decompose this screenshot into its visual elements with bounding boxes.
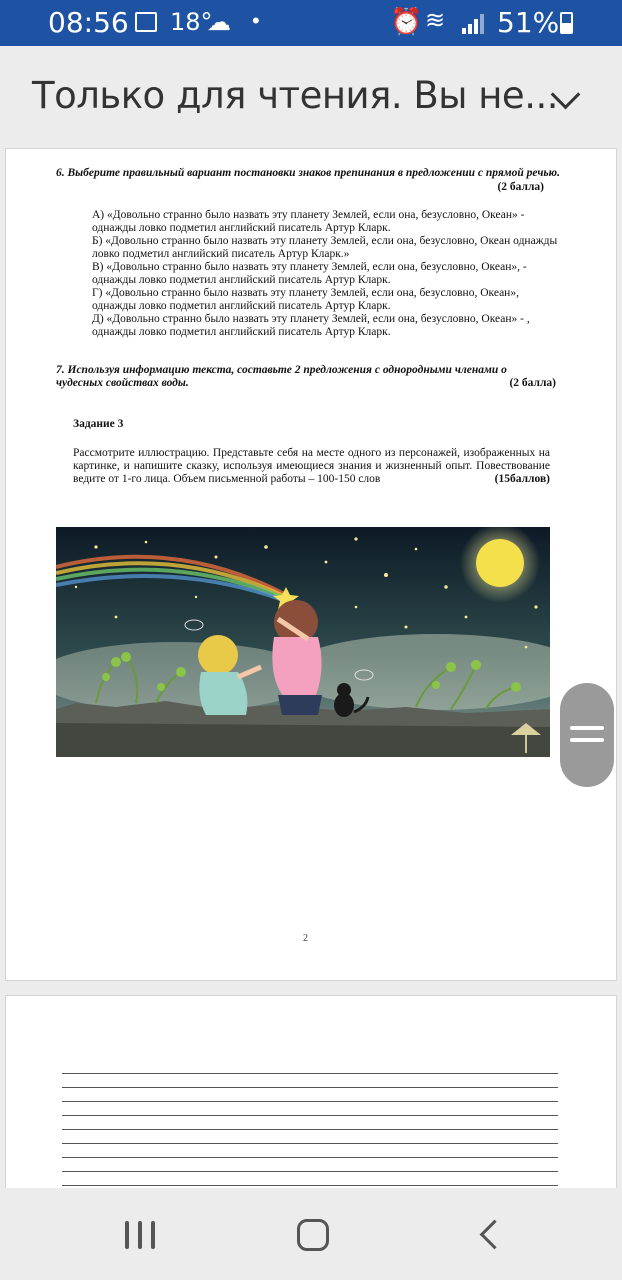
answer-line xyxy=(62,1088,558,1102)
question-6 xyxy=(56,167,562,193)
task-3-text xyxy=(73,447,550,486)
page-title[interactable]: Только для чтения. Вы не... xyxy=(32,74,558,117)
alarm-icon: ⏰ xyxy=(390,6,423,36)
option-b: Б) «Довольно странно было назвать эту планету Землей, если она, безусловно, Океан однажды ловко подметил английский писатель Артур Кларк.» xyxy=(92,235,558,260)
option-d: Г) «Довольно странно было назвать эту планету Землей, если она, безусловно, Океан», однажды ловко подметил английский писатель Артур Кларк. xyxy=(92,287,519,312)
clock: 08:56 xyxy=(48,6,129,39)
question-7 xyxy=(56,364,556,390)
task-3-description: Рассмотрите иллюстрацию. Представьте себя на месте одного из персонажей, изображенных на картинке, и напишите сказку, используя имеющиеся знания и жизненный опыт. Повествование ведите от 1-го лица. Объем письменной работы – 100-150 слов xyxy=(73,447,550,485)
option-a: А) «Довольно странно было назвать эту планету Землей, если она, безусловно, Океан» - однажды ловко подметил английский писатель Артур Кларк. xyxy=(92,209,525,234)
option-e: Д) «Довольно странно было назвать эту планету Землей, если она, безусловно, Океан» - , однажды ловко подметил английский писатель Артур Кларк. xyxy=(92,313,530,338)
option-c: В) «Довольно странно было назвать эту планету Землей, если она, безусловно, Океан», - однажды ловко подметил английский писатель Артур Кларк. xyxy=(92,261,527,286)
title-bar xyxy=(0,46,622,148)
page-number: 2 xyxy=(303,933,308,944)
question-7-text: 7. Используя информацию текста, составьте 2 предложения с однородными членами о чудесных свойствах воды. xyxy=(56,364,507,389)
answer-line xyxy=(62,1116,558,1130)
gallery-icon xyxy=(135,12,157,32)
home-icon[interactable] xyxy=(297,1219,329,1251)
question-6-points: (2 балла) xyxy=(497,181,544,193)
answer-line xyxy=(62,1130,558,1144)
weather-icon: ☁ xyxy=(207,9,231,36)
recent-apps-icon[interactable] xyxy=(125,1221,155,1249)
back-icon[interactable] xyxy=(480,1220,510,1250)
night-sky-illustration xyxy=(56,527,550,757)
answer-lines xyxy=(62,1060,558,1186)
task-3-title: Задание 3 xyxy=(73,418,124,430)
question-7-points: (2 балла) xyxy=(509,377,556,389)
notification-dot-icon: • xyxy=(252,8,260,33)
handle-line xyxy=(570,738,604,742)
scroll-handle-icon[interactable] xyxy=(560,683,614,787)
task-3-points: (15баллов) xyxy=(494,473,550,485)
answer-line xyxy=(62,1158,558,1172)
answer-line xyxy=(62,1060,558,1074)
status-bar xyxy=(0,0,622,46)
question-6-text: 6. Выберите правильный вариант постановки знаков препинания в предложении с прямой речью. xyxy=(56,167,560,179)
answer-line xyxy=(62,1102,558,1116)
answer-line xyxy=(62,1074,558,1088)
navigation-bar xyxy=(0,1188,622,1280)
battery-percent: 51% xyxy=(497,6,560,39)
signal-icon xyxy=(462,14,486,34)
answer-line xyxy=(62,1144,558,1158)
battery-icon xyxy=(560,12,573,34)
handle-line xyxy=(570,726,604,730)
temperature: 18° xyxy=(170,8,213,36)
answer-options xyxy=(92,209,564,339)
wifi-icon: ≋ xyxy=(425,7,446,34)
answer-line xyxy=(62,1172,558,1186)
